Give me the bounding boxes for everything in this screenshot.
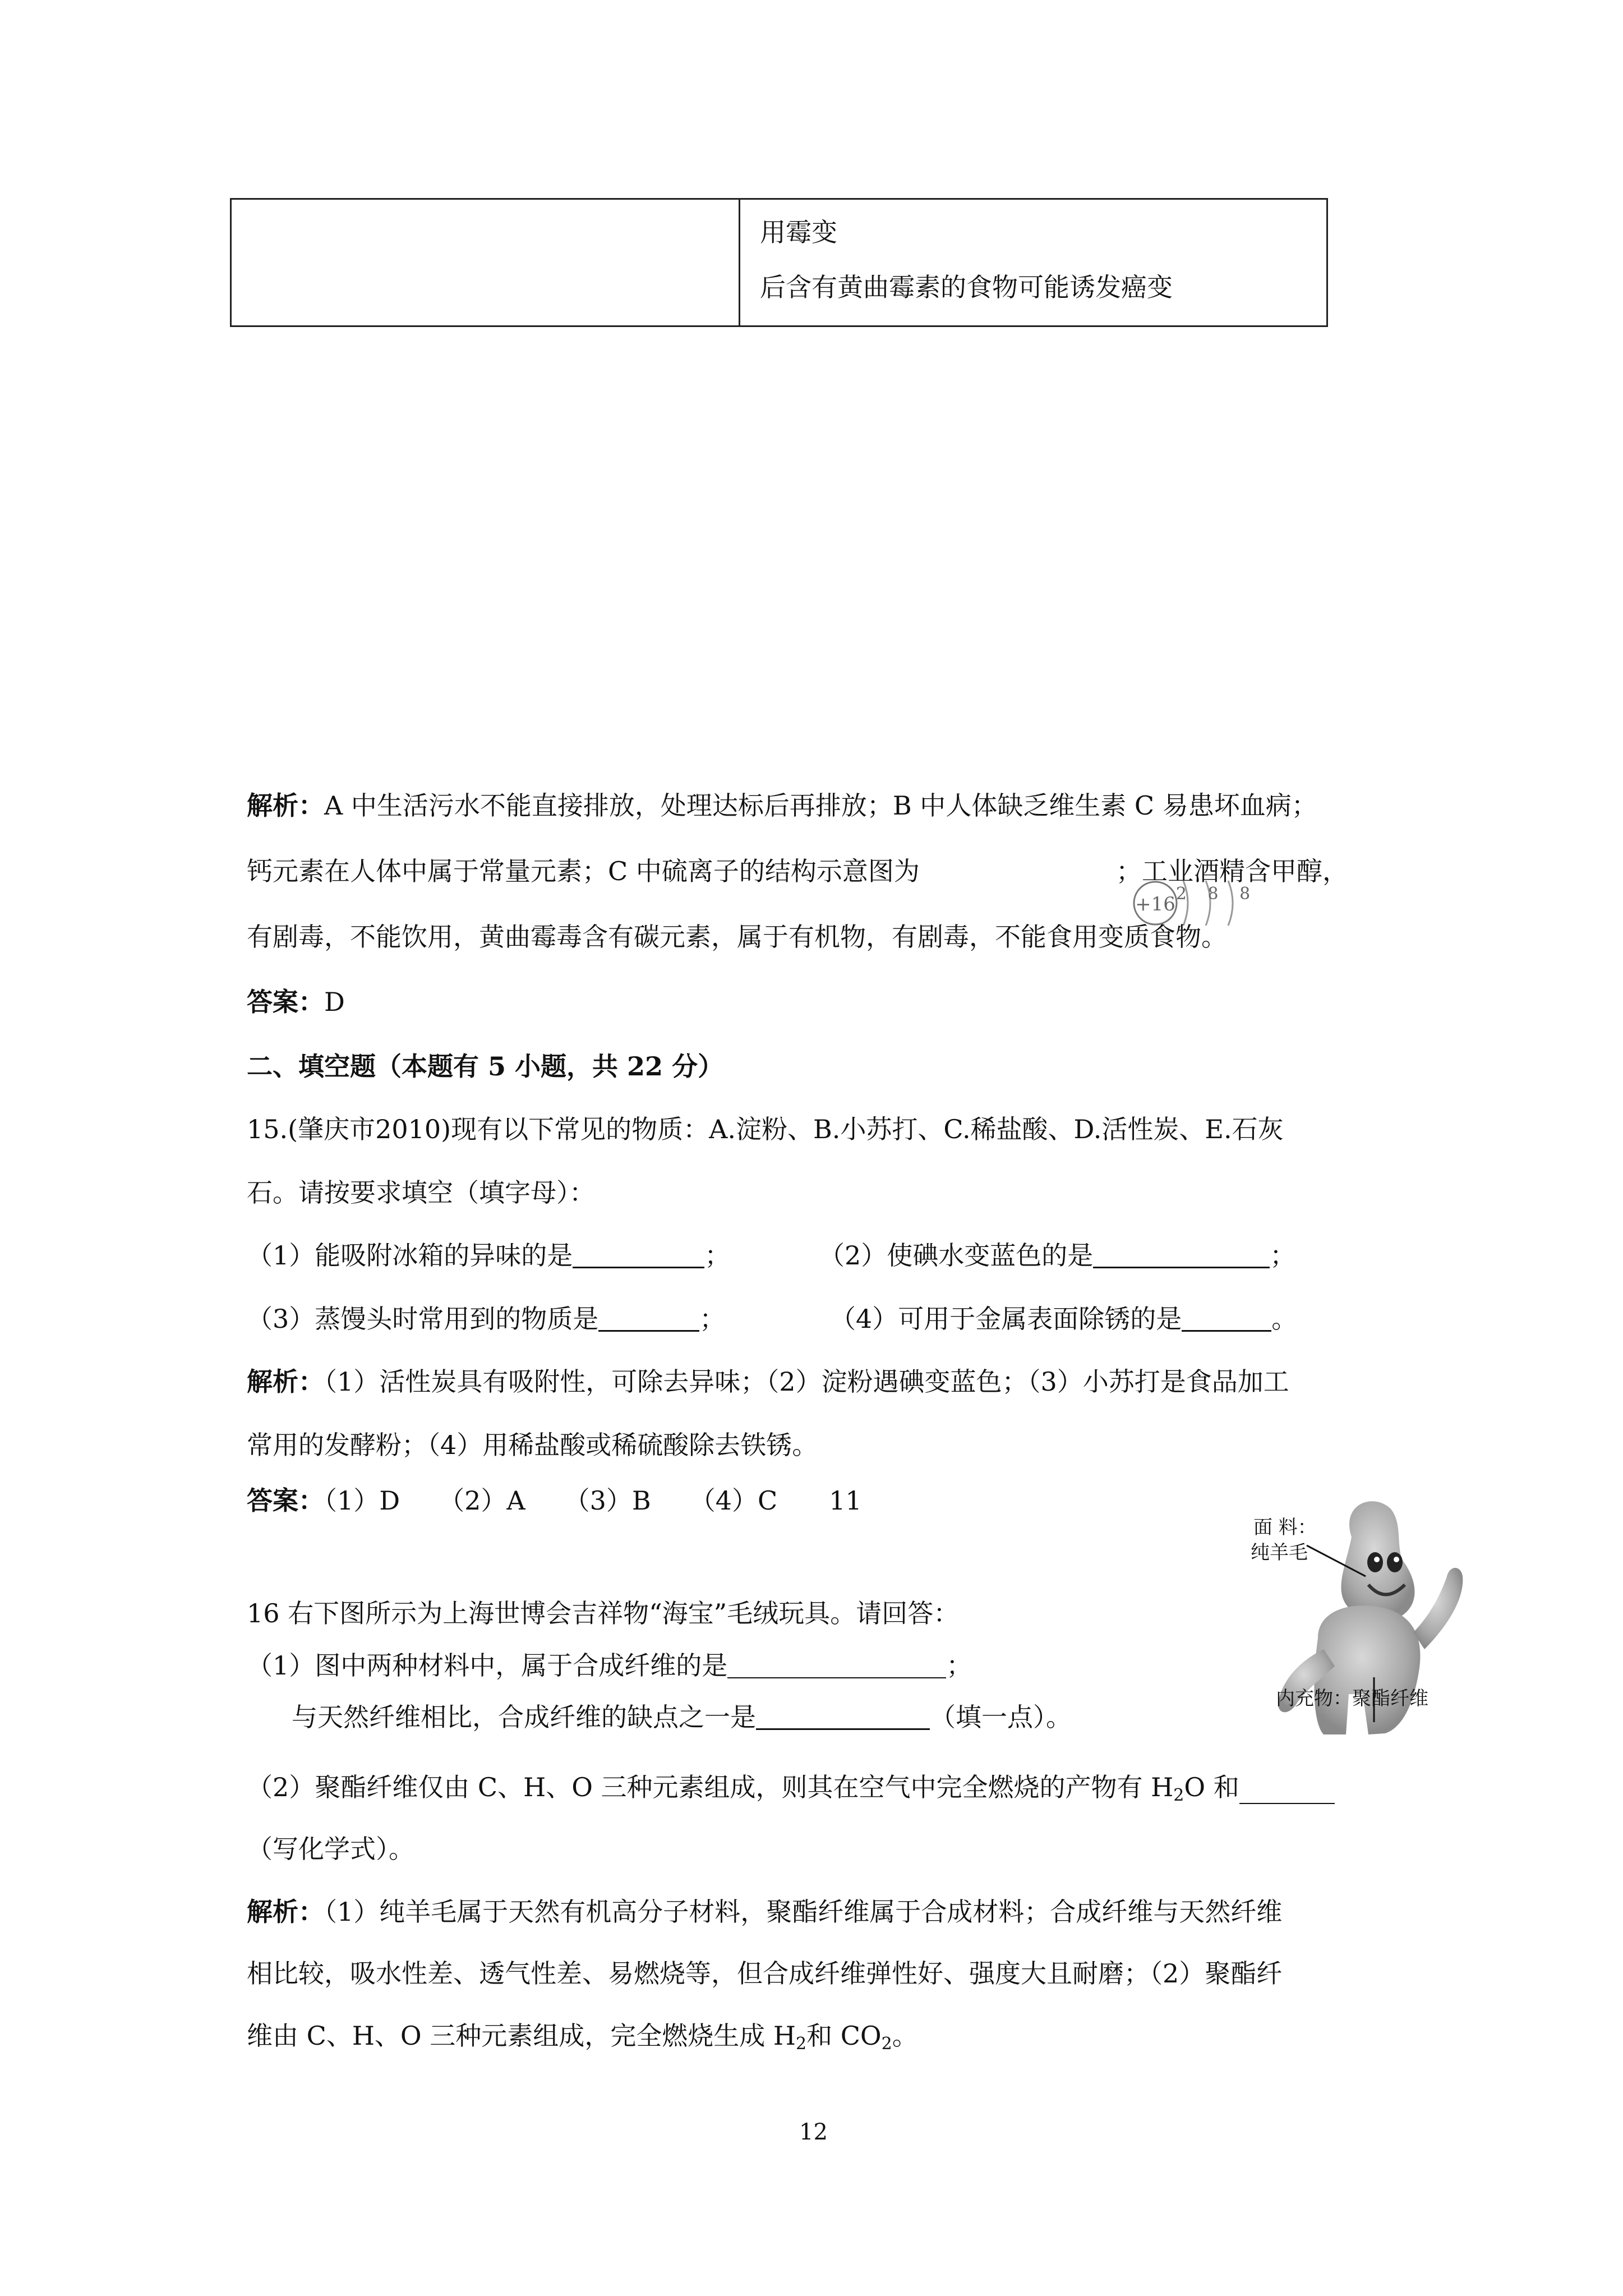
q14-analysis-line1: 解析：A 中生活污水不能直接排放，处理达标后再排放；B 中人体缺乏维生素 C 易患坏血病； <box>247 790 1317 821</box>
q16-line1: 16 右下图所示为上海世博会吉祥物“海宝”毛绒玩具。请回答： <box>247 1598 960 1628</box>
answer-blank[interactable] <box>727 1654 946 1678</box>
q15-item3: （3）蒸馒头时常用到的物质是 ； <box>247 1304 726 1334</box>
answer-blank[interactable] <box>756 1705 930 1730</box>
section-heading: 二、填空题（本题有 5 小题，共 22 分） <box>247 1051 724 1082</box>
q14-analysis-line2a: 钙元素在人体中属于常量元素；C 中硫离子的结构示意图为 <box>247 856 920 886</box>
q14-analysis-line3: 有剧毒，不能饮用，黄曲霉毒含有碳元素，属于有机物，有剧毒，不能食用变质食物。 <box>247 922 1227 952</box>
q16-analysis-line1: 解析：（1）纯羊毛属于天然有机高分子材料，聚酯纤维属于合成材料；合成纤维与天然纤维 <box>247 1897 1283 1927</box>
table-cell-line: 用霉变 <box>760 217 837 247</box>
content-table <box>230 198 1328 327</box>
table-cell-left <box>231 199 740 326</box>
q16-item2b: （写化学式）。 <box>247 1834 414 1864</box>
figure-label-fabric-material: 纯羊毛 <box>1251 1542 1308 1564</box>
q15-item2: （2）使碘水变蓝色的是 ； <box>819 1240 1296 1271</box>
answer-blank[interactable] <box>1182 1306 1271 1332</box>
figure-label-fabric: 面 料： <box>1253 1516 1317 1539</box>
table-cell-right <box>740 199 1327 326</box>
answer-label: 答案： <box>247 1485 324 1516</box>
q14-answer: 答案：D <box>247 987 345 1017</box>
q16-item1b: 与天然纤维相比，合成纤维的缺点之一是 （填一点）。 <box>292 1702 1072 1732</box>
analysis-label: 解析： <box>247 1897 324 1927</box>
answer-blank[interactable] <box>598 1306 699 1332</box>
q15-item1: （1）能吸附冰箱的异味的是 ； <box>247 1240 731 1271</box>
q14-analysis-line2b: ；工业酒精含甲醇， <box>1116 856 1348 886</box>
answer-blank[interactable] <box>1093 1243 1270 1268</box>
answer-label: 答案： <box>247 987 324 1017</box>
analysis-label: 解析： <box>247 790 324 821</box>
analysis-label: 解析： <box>247 1366 324 1397</box>
page-number: 12 <box>799 2119 828 2145</box>
q15-answer: 答案：（1）D （2）A （3）B （4）C 11 <box>247 1485 862 1516</box>
answer-blank[interactable] <box>1239 1779 1335 1804</box>
answer-blank[interactable] <box>573 1243 704 1268</box>
q15-analysis-line2: 常用的发酵粉；（4）用稀盐酸或稀硫酸除去铁锈。 <box>247 1430 818 1460</box>
figure-label-filling: 内充物：聚酯纤维 <box>1276 1687 1428 1710</box>
q15-analysis-line1: 解析：（1）活性炭具有吸附性，可除去异味；（2）淀粉遇碘变蓝色；（3）小苏打是食品加工 <box>247 1366 1289 1397</box>
table-cell-line: 后含有黄曲霉素的食物可能诱发癌变 <box>760 272 1173 302</box>
q15-item4: （4）可用于金属表面除锈的是 。 <box>830 1304 1298 1334</box>
q15-line2: 石。请按要求填空（填字母）： <box>247 1177 595 1208</box>
q16-analysis-line2: 相比较，吸水性差、透气性差、易燃烧等，但合成纤维弹性好、强度大且耐磨；（2）聚酯纤 <box>247 1958 1283 1989</box>
ion-nucleus-label: +16 <box>1135 893 1175 915</box>
ion-shells-label: 2 8 8 <box>1175 884 1258 904</box>
q16-analysis-line3: 维由 C、H、O 三种元素组成，完全燃烧生成 $H_2$和 $CO_2$。 <box>247 2021 918 2054</box>
q16-item1a: （1）图中两种材料中，属于合成纤维的是 ； <box>247 1650 972 1681</box>
q16-item2a: （2）聚酯纤维仅由 C、H、O 三种元素组成，则其在空气中完全燃烧的产物有 $H_2O$ 和 <box>247 1774 1335 1804</box>
q15-line1: 15.(肇庆市2010)现有以下常见的物质：A.淀粉、B.小苏打、C.稀盐酸、D.活性炭、E.石灰 <box>247 1114 1284 1144</box>
